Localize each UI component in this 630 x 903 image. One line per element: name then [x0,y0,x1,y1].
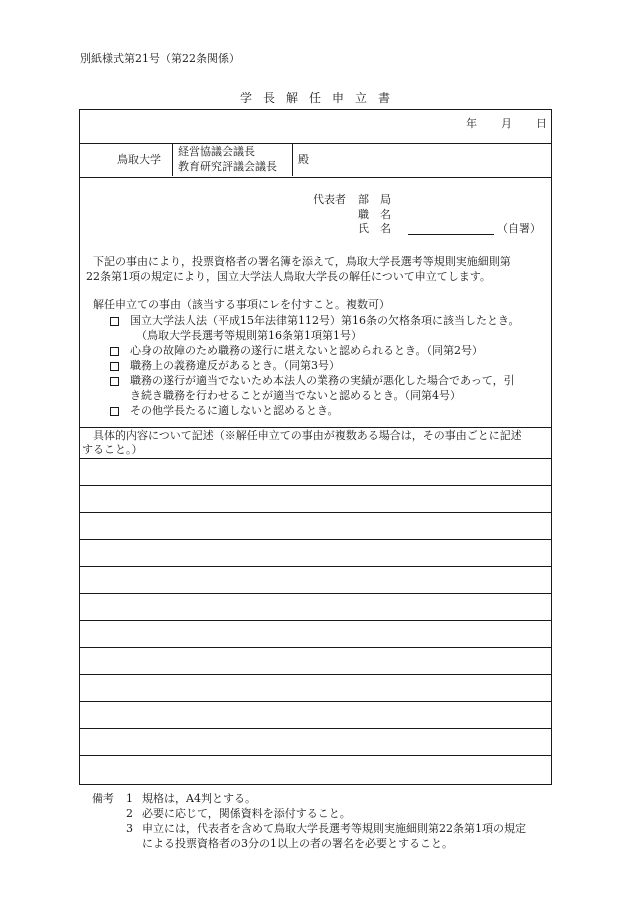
note-1-line-1: 規格は，A4判とする。 [142,792,256,805]
reason-checkbox-4[interactable] [110,377,119,386]
signature-note: （自署） [497,222,541,235]
addressee-separator [292,143,293,176]
details-line-2: すること。） [82,443,143,456]
writing-line [80,728,551,729]
divider-date [80,143,551,144]
signature-line[interactable] [408,234,494,235]
addressee-separator [172,143,173,176]
reason-item-2-line-1: 心身の故障のため職務の遂行に堪えないと認められるとき。（同第2号） [130,344,484,357]
form-reference: 別紙様式第21号（第22条関係） [80,52,240,65]
writing-line [80,485,551,486]
date-month: 月 [501,117,512,130]
note-3-line-2: による投票資格者の3分の1以上の者の署名を必要とすること。 [142,837,453,850]
reason-item-4-line-2: き続き職務を行わせることが適当でないと認めるとき。（同第4号） [130,389,462,402]
reason-checkbox-1[interactable] [110,317,119,326]
reason-item-3-line-1: 職務上の義務違反があるとき。（同第3号） [130,359,341,372]
note-3-line-1: 申立には，代表者を含めて鳥取大学長選考等規則実施細則第22条第1項の規定 [142,822,526,835]
note-num-3: 3 [126,822,133,835]
form-frame [79,109,552,785]
writing-line [80,458,551,459]
writing-line [80,755,551,756]
writing-line [80,647,551,648]
addressee-role-1: 経営協議会議長 [178,145,255,158]
document-title: 学長解任申立書 [239,91,401,105]
reason-checkbox-3[interactable] [110,362,119,371]
addressee-role-2: 教育研究評議会議長 [178,160,277,173]
note-num-2: 2 [126,807,133,820]
divider-addressee [80,177,551,178]
body-line-1: 下記の事由により，投票資格者の署名簿を添えて，鳥取大学長選考等規則実施細則第 [93,255,511,268]
addressee-honorific: 殿 [298,153,309,166]
date-day: 日 [536,117,547,130]
date-year: 年 [466,117,477,130]
body-line-2: 22条第1項の規定により，国立大学法人鳥取大学長の解任について申立てします。 [86,270,491,283]
reason-item-4-line-1: 職務の遂行が適当でないため本法人の業務の実績が悪化した場合であって，引 [130,374,515,387]
representative-label: 代表者 [313,193,346,206]
writing-line [80,512,551,513]
writing-line [80,539,551,540]
reason-checkbox-2[interactable] [110,347,119,356]
reason-checkbox-5[interactable] [110,407,119,416]
writing-line [80,566,551,567]
representative-title-label: 職 名 [358,208,391,221]
note-num-1: 1 [126,792,133,805]
representative-dept-label: 部 局 [358,193,391,206]
divider-reasons [80,427,551,428]
reason-item-1-line-1: 国立大学法人法（平成15年法律第112号）第16条の欠格条項に該当したとき。 [130,314,520,327]
reason-item-1-line-2: （鳥取大学長選考等規則第16条第1項第1号） [136,329,362,342]
writing-line [80,593,551,594]
note-2-line-1: 必要に応じて，関係資料を添付すること。 [142,807,351,820]
representative-name-label: 氏 名 [358,222,391,235]
details-line-1: 具体的内容について記述（※解任申立ての事由が複数ある場合は，その事由ごとに記述 [93,429,522,442]
reason-item-5-line-1: その他学長たるに適しないと認めるとき。 [130,404,339,417]
addressee-university: 鳥取大学 [117,153,161,166]
notes-label: 備考 [92,792,114,805]
writing-line [80,620,551,621]
writing-line [80,701,551,702]
writing-line [80,674,551,675]
reasons-heading: 解任申立ての事由（該当する事項にレを付すこと。複数可） [93,298,390,311]
